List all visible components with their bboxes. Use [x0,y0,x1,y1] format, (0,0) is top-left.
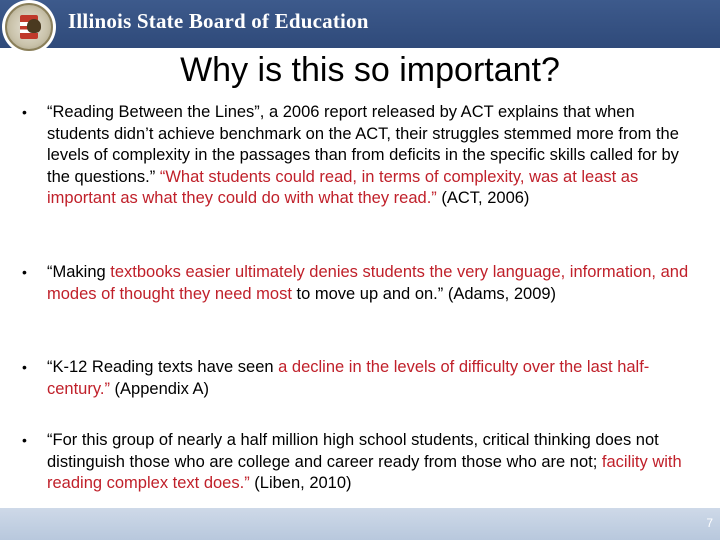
bullet-marker: • [22,359,27,375]
bullet-citation: (ACT, 2006) [436,189,530,207]
page-number: 7 [706,516,713,530]
bullet-text: “For this group of nearly a half million high school students, critical thinking does not distinguish those who are college and career ready from those who are not; [47,431,659,471]
bullet-item [0,102,720,210]
bullet-text: “Reading Between the Lines”, a 2006 report released by ACT explains that when students didn’t achieve benchmark on the ACT, their struggles stemmed more from the levels of complexity in the passages than from deficits in the specific skills called for by the questions.” [47,103,679,186]
bullet-text: “K-12 Reading texts have seen [47,358,279,376]
bullet-emphasis-text: facility with reading complex text does.” [47,452,682,492]
bullet-item [0,262,720,305]
bullet-text: “Making [47,263,111,281]
bullet-citation: to move up and on.” (Adams, 2009) [291,284,557,303]
bullet-citation: (Liben, 2010) [249,474,352,492]
bullet-emphasis-text: a decline in the levels of difficulty over the last half-century.” [47,358,650,398]
slide-title: Why is this so important? [180,51,560,89]
bullet-emphasis-text: “What students could read, in terms of complexity, was at least as important as what they could do with what they read.” [47,167,639,207]
header-bar [0,0,720,48]
bullet-marker: • [22,104,27,120]
illinois-state-seal-icon [2,0,56,54]
bullet-marker: • [22,264,27,280]
bullet-item [0,430,720,495]
bullet-emphasis-text: textbooks easier ultimately denies students the very language, information, and modes of thought they need most [47,263,689,303]
bullet-citation: (Appendix A) [109,379,210,398]
footer-bar [0,508,720,540]
header-title: Illinois State Board of Education [68,9,369,33]
bullet-item [0,357,720,400]
bullet-marker: • [22,432,27,448]
